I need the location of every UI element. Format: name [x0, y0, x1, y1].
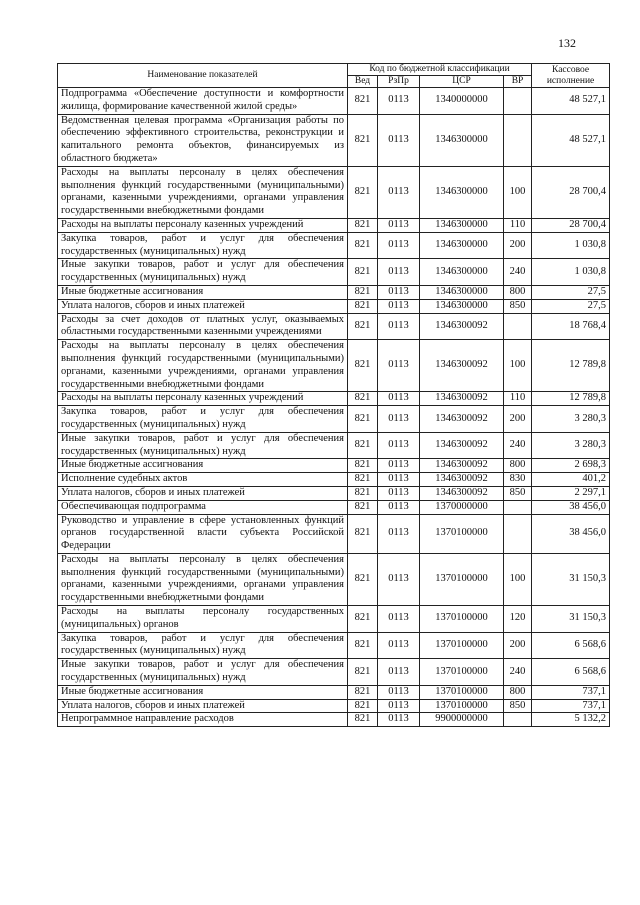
cell-rzpr: 0113 [378, 685, 420, 699]
cell-sum: 2 698,3 [532, 459, 610, 473]
table-row [58, 553, 610, 605]
cell-name: Ведомственная целевая программа «Организация работы по обеспечению эффективного строительства, реконструкции и капитального ремонта объектов, финансируемых из областного бюджета» [58, 114, 348, 166]
cell-rzpr: 0113 [378, 632, 420, 659]
cell-sum: 48 527,1 [532, 88, 610, 115]
cell-name: Подпрограмма «Обеспечение доступности и комфортности жилища, формирование качественной жилой среды» [58, 88, 348, 115]
table-row [58, 313, 610, 340]
cell-ved: 821 [348, 473, 378, 487]
cell-rzpr: 0113 [378, 285, 420, 299]
table-row [58, 486, 610, 500]
cell-sum: 3 280,3 [532, 406, 610, 433]
cell-sum: 27,5 [532, 285, 610, 299]
cell-name: Иные закупки товаров, работ и услуг для обеспечения государственных (муниципальных) нужд [58, 432, 348, 459]
cell-csr: 1370100000 [420, 514, 504, 553]
table-header [58, 64, 610, 88]
cell-vr: 200 [504, 232, 532, 259]
cell-vr [504, 313, 532, 340]
header-code-group: Код по бюджетной классификации [348, 64, 532, 76]
cell-vr [504, 500, 532, 514]
cell-ved: 821 [348, 459, 378, 473]
table-row [58, 232, 610, 259]
cell-vr [504, 88, 532, 115]
table-row [58, 166, 610, 218]
cell-sum: 3 280,3 [532, 432, 610, 459]
table-row [58, 88, 610, 115]
cell-sum: 28 700,4 [532, 166, 610, 218]
cell-ved: 821 [348, 514, 378, 553]
cell-rzpr: 0113 [378, 232, 420, 259]
cell-ved: 821 [348, 685, 378, 699]
cell-ved: 821 [348, 500, 378, 514]
cell-csr: 1346300000 [420, 285, 504, 299]
cell-ved: 821 [348, 313, 378, 340]
cell-name: Непрограммное направление расходов [58, 713, 348, 727]
cell-rzpr: 0113 [378, 553, 420, 605]
cell-vr: 120 [504, 606, 532, 633]
cell-ved: 821 [348, 392, 378, 406]
cell-vr: 100 [504, 166, 532, 218]
cell-ved: 821 [348, 606, 378, 633]
cell-csr: 1346300000 [420, 114, 504, 166]
page-number: 132 [558, 36, 576, 50]
cell-name: Закупка товаров, работ и услуг для обеспечения государственных (муниципальных) нужд [58, 632, 348, 659]
cell-sum: 18 768,4 [532, 313, 610, 340]
cell-vr: 110 [504, 218, 532, 232]
cell-ved: 821 [348, 299, 378, 313]
table-row [58, 392, 610, 406]
cell-vr: 850 [504, 299, 532, 313]
cell-ved: 821 [348, 114, 378, 166]
cell-vr: 200 [504, 406, 532, 433]
cell-vr [504, 713, 532, 727]
cell-name: Руководство и управление в сфере установленных функций органов государственной власти субъекта Российской Федерации [58, 514, 348, 553]
cell-name: Расходы за счет доходов от платных услуг, оказываемых областными государственными казенными учреждениями [58, 313, 348, 340]
cell-rzpr: 0113 [378, 699, 420, 713]
cell-name: Обеспечивающая подпрограмма [58, 500, 348, 514]
cell-ved: 821 [348, 553, 378, 605]
cell-ved: 821 [348, 432, 378, 459]
cell-csr: 1346300092 [420, 406, 504, 433]
cell-name: Иные бюджетные ассигнования [58, 685, 348, 699]
cell-csr: 1346300092 [420, 313, 504, 340]
cell-rzpr: 0113 [378, 514, 420, 553]
cell-vr: 100 [504, 340, 532, 392]
table-row [58, 259, 610, 286]
table-row [58, 218, 610, 232]
cell-name: Расходы на выплаты персоналу казенных учреждений [58, 218, 348, 232]
header-name: Наименование показателей [58, 64, 348, 88]
table-row [58, 713, 610, 727]
cell-sum: 401,2 [532, 473, 610, 487]
table-row [58, 432, 610, 459]
cell-vr: 200 [504, 632, 532, 659]
table-body [58, 88, 610, 727]
budget-table [57, 63, 610, 727]
table-row [58, 285, 610, 299]
cell-name: Уплата налогов, сборов и иных платежей [58, 486, 348, 500]
cell-rzpr: 0113 [378, 340, 420, 392]
cell-name: Иные бюджетные ассигнования [58, 459, 348, 473]
cell-rzpr: 0113 [378, 500, 420, 514]
cell-rzpr: 0113 [378, 218, 420, 232]
cell-csr: 1346300000 [420, 299, 504, 313]
table-row [58, 299, 610, 313]
cell-ved: 821 [348, 713, 378, 727]
cell-name: Расходы на выплаты персоналу в целях обеспечения выполнения функций государственными (муниципальными) органами, казенными учреждениями, органами управления государственными внебюджетными фондами [58, 166, 348, 218]
cell-rzpr: 0113 [378, 114, 420, 166]
cell-sum: 12 789,8 [532, 392, 610, 406]
cell-vr: 850 [504, 486, 532, 500]
cell-name: Уплата налогов, сборов и иных платежей [58, 699, 348, 713]
cell-csr: 1346300092 [420, 392, 504, 406]
cell-csr: 1346300000 [420, 232, 504, 259]
cell-name: Иные бюджетные ассигнования [58, 285, 348, 299]
table-row [58, 606, 610, 633]
cell-rzpr: 0113 [378, 606, 420, 633]
cell-name: Уплата налогов, сборов и иных платежей [58, 299, 348, 313]
cell-csr: 1346300092 [420, 486, 504, 500]
cell-vr: 800 [504, 285, 532, 299]
cell-csr: 1370100000 [420, 699, 504, 713]
cell-rzpr: 0113 [378, 166, 420, 218]
cell-rzpr: 0113 [378, 473, 420, 487]
cell-ved: 821 [348, 659, 378, 686]
cell-rzpr: 0113 [378, 459, 420, 473]
cell-rzpr: 0113 [378, 406, 420, 433]
cell-sum: 6 568,6 [532, 632, 610, 659]
cell-rzpr: 0113 [378, 299, 420, 313]
cell-ved: 821 [348, 486, 378, 500]
cell-sum: 737,1 [532, 685, 610, 699]
cell-csr: 1346300092 [420, 432, 504, 459]
cell-csr: 1370100000 [420, 632, 504, 659]
cell-sum: 38 456,0 [532, 500, 610, 514]
cell-csr: 1370100000 [420, 606, 504, 633]
cell-rzpr: 0113 [378, 88, 420, 115]
cell-vr [504, 114, 532, 166]
cell-name: Расходы на выплаты персоналу казенных учреждений [58, 392, 348, 406]
table-row [58, 500, 610, 514]
cell-csr: 1346300000 [420, 259, 504, 286]
cell-rzpr: 0113 [378, 313, 420, 340]
cell-csr: 1340000000 [420, 88, 504, 115]
header-csr: ЦСР [420, 76, 504, 88]
table-row [58, 406, 610, 433]
table-row [58, 473, 610, 487]
cell-ved: 821 [348, 340, 378, 392]
cell-ved: 821 [348, 632, 378, 659]
cell-sum: 31 150,3 [532, 553, 610, 605]
cell-rzpr: 0113 [378, 659, 420, 686]
table-row [58, 340, 610, 392]
table-row [58, 685, 610, 699]
cell-ved: 821 [348, 406, 378, 433]
cell-sum: 5 132,2 [532, 713, 610, 727]
table-row [58, 699, 610, 713]
cell-name: Исполнение судебных актов [58, 473, 348, 487]
cell-vr: 100 [504, 553, 532, 605]
cell-csr: 1370100000 [420, 685, 504, 699]
cell-ved: 821 [348, 166, 378, 218]
cell-sum: 48 527,1 [532, 114, 610, 166]
header-execution: Кассовое исполнение [532, 64, 610, 88]
cell-name: Иные закупки товаров, работ и услуг для обеспечения государственных (муниципальных) нужд [58, 259, 348, 286]
cell-name: Иные закупки товаров, работ и услуг для обеспечения государственных (муниципальных) нужд [58, 659, 348, 686]
cell-vr: 830 [504, 473, 532, 487]
cell-ved: 821 [348, 218, 378, 232]
cell-name: Закупка товаров, работ и услуг для обеспечения государственных (муниципальных) нужд [58, 406, 348, 433]
cell-csr: 1346300092 [420, 473, 504, 487]
cell-vr: 240 [504, 259, 532, 286]
cell-sum: 2 297,1 [532, 486, 610, 500]
cell-ved: 821 [348, 232, 378, 259]
cell-rzpr: 0113 [378, 259, 420, 286]
cell-sum: 27,5 [532, 299, 610, 313]
table-row [58, 632, 610, 659]
table-row [58, 114, 610, 166]
cell-csr: 1346300000 [420, 166, 504, 218]
cell-csr: 1370000000 [420, 500, 504, 514]
cell-vr: 110 [504, 392, 532, 406]
cell-sum: 38 456,0 [532, 514, 610, 553]
cell-csr: 1346300092 [420, 459, 504, 473]
cell-sum: 1 030,8 [532, 259, 610, 286]
cell-vr: 800 [504, 459, 532, 473]
cell-sum: 737,1 [532, 699, 610, 713]
cell-ved: 821 [348, 285, 378, 299]
cell-sum: 1 030,8 [532, 232, 610, 259]
cell-name: Закупка товаров, работ и услуг для обеспечения государственных (муниципальных) нужд [58, 232, 348, 259]
cell-vr: 240 [504, 659, 532, 686]
cell-vr: 240 [504, 432, 532, 459]
cell-sum: 28 700,4 [532, 218, 610, 232]
cell-sum: 31 150,3 [532, 606, 610, 633]
cell-rzpr: 0113 [378, 713, 420, 727]
cell-csr: 1370100000 [420, 553, 504, 605]
cell-vr [504, 514, 532, 553]
table-row [58, 514, 610, 553]
header-vr: ВР [504, 76, 532, 88]
cell-csr: 9900000000 [420, 713, 504, 727]
cell-sum: 12 789,8 [532, 340, 610, 392]
cell-vr: 850 [504, 699, 532, 713]
cell-name: Расходы на выплаты персоналу в целях обеспечения выполнения функций государственными (муниципальными) органами, казенными учреждениями, органами управления государственными внебюджетными фондами [58, 340, 348, 392]
cell-rzpr: 0113 [378, 432, 420, 459]
cell-csr: 1346300092 [420, 340, 504, 392]
header-rzpr: РзПр [378, 76, 420, 88]
cell-ved: 821 [348, 699, 378, 713]
cell-sum: 6 568,6 [532, 659, 610, 686]
header-ved: Вед [348, 76, 378, 88]
cell-rzpr: 0113 [378, 392, 420, 406]
table-row [58, 659, 610, 686]
table-row [58, 459, 610, 473]
cell-ved: 821 [348, 88, 378, 115]
cell-vr: 800 [504, 685, 532, 699]
cell-rzpr: 0113 [378, 486, 420, 500]
cell-csr: 1370100000 [420, 659, 504, 686]
cell-csr: 1346300000 [420, 218, 504, 232]
cell-name: Расходы на выплаты персоналу в целях обеспечения выполнения функций государственными (муниципальными) органами, казенными учреждениями, органами управления государственными внебюджетными фондами [58, 553, 348, 605]
cell-name: Расходы на выплаты персоналу государственных (муниципальных) органов [58, 606, 348, 633]
cell-ved: 821 [348, 259, 378, 286]
